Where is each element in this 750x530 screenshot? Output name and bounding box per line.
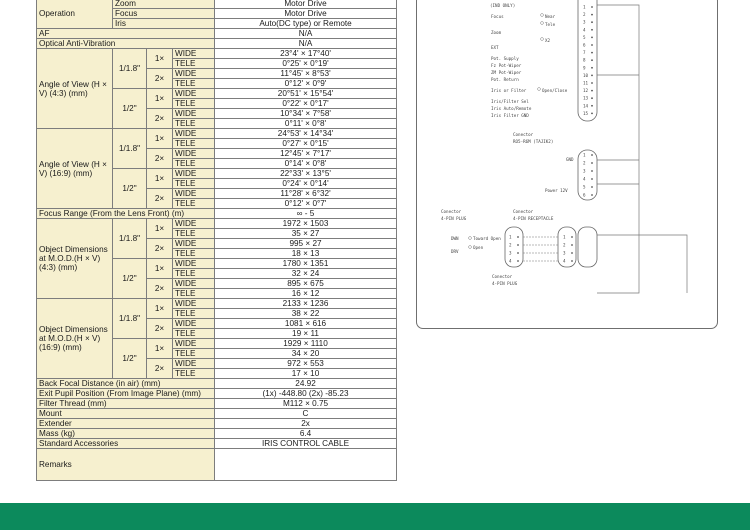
- remarks-value: [215, 449, 397, 481]
- open-switch: [469, 246, 472, 249]
- wiring-diagram: [416, 0, 718, 329]
- connector-plug-left: [505, 227, 523, 267]
- tele-label: TELE: [173, 269, 215, 279]
- pin-dot: [591, 154, 593, 156]
- pin-dot: [591, 97, 593, 99]
- aov169-value: 11°28' × 6°32': [215, 189, 397, 199]
- pins-top: [583, 5, 593, 116]
- od43-value: 35 × 27: [215, 229, 397, 239]
- pin-number: 13: [583, 95, 589, 101]
- od169-value: 34 × 20: [215, 349, 397, 359]
- aov169-value: 0°14' × 0°8': [215, 159, 397, 169]
- open-close-switch: [538, 88, 541, 91]
- conector-plug-text: Conector: [441, 209, 462, 214]
- pin-dot: [591, 170, 593, 172]
- zoom-text: Zoom: [491, 30, 502, 35]
- pot-supply-text: Pot. Supply: [491, 56, 519, 61]
- pin-number: 11: [583, 80, 589, 86]
- pin-number: 8: [583, 57, 586, 63]
- wide-label: WIDE: [173, 189, 215, 199]
- ext-label: 2×: [147, 149, 173, 169]
- format-label: 1/2": [113, 339, 147, 379]
- od169-value: 1081 × 616: [215, 319, 397, 329]
- filter-label: Filter Thread (mm): [37, 399, 215, 409]
- ovs-value: N/A: [215, 39, 397, 49]
- ext-label: 1×: [147, 259, 173, 279]
- wide-label: WIDE: [173, 49, 215, 59]
- pin-dot: [591, 162, 593, 164]
- wide-label: WIDE: [173, 339, 215, 349]
- tele-label: TELE: [173, 99, 215, 109]
- iris-label: Iris: [113, 19, 215, 29]
- od43-value: 995 × 27: [215, 239, 397, 249]
- od43-label: Object Dimensions at M.O.D.(H × V) (4:3) (mm): [37, 219, 113, 299]
- pin-plug-bottom-text: 4-PIN PLUG: [492, 281, 518, 286]
- ext-label: 2×: [147, 239, 173, 259]
- aov43-value: 0°25' × 0°19': [215, 59, 397, 69]
- wire-power: [597, 235, 687, 293]
- pin-number: 1: [583, 4, 586, 10]
- pin-dot: [591, 178, 593, 180]
- conector1-text: Conector: [513, 132, 534, 137]
- tele-label: TELE: [173, 289, 215, 299]
- tele-label: TELE: [173, 229, 215, 239]
- pin-dot: [571, 252, 573, 254]
- aov43-value: 20°51' × 15°54': [215, 89, 397, 99]
- accessories-label: Standard Accessories: [37, 439, 215, 449]
- pins-right: [563, 235, 573, 264]
- od169-label: Object Dimensions at M.O.D.(H × V) (16:9) (mm): [37, 299, 113, 379]
- pin-number: 4: [583, 27, 586, 33]
- pin-dot: [571, 260, 573, 262]
- aov43-value: 0°12' × 0°9': [215, 79, 397, 89]
- wide-label: WIDE: [173, 89, 215, 99]
- tele-switch: [541, 22, 544, 25]
- near-text: Near: [545, 14, 556, 19]
- ext-label: 1×: [147, 129, 173, 149]
- mass-value: 6.4: [215, 429, 397, 439]
- aov169-value: 22°33' × 13°5': [215, 169, 397, 179]
- od169-value: 19 × 11: [215, 329, 397, 339]
- od43-value: 895 × 675: [215, 279, 397, 289]
- ext-label: 1×: [147, 89, 173, 109]
- od43-value: 1780 × 1351: [215, 259, 397, 269]
- wide-label: WIDE: [173, 219, 215, 229]
- tele-label: TELE: [173, 309, 215, 319]
- wide-label: WIDE: [173, 169, 215, 179]
- pin-dot: [571, 244, 573, 246]
- af-label: AF: [37, 29, 215, 39]
- od43-value: 16 × 12: [215, 289, 397, 299]
- wide-label: WIDE: [173, 239, 215, 249]
- extender-label: Extender: [37, 419, 215, 429]
- ext-label: 1×: [147, 49, 173, 69]
- focus-range-label: Focus Range (From the Lens Front) (m): [37, 209, 215, 219]
- ext-label: 1×: [147, 219, 173, 239]
- od169-value: 1929 × 1110: [215, 339, 397, 349]
- open-close-text: Open/Close: [542, 88, 568, 93]
- od169-value: 2133 × 1236: [215, 299, 397, 309]
- format-label: 1/1.8": [113, 129, 147, 169]
- wide-label: WIDE: [173, 359, 215, 369]
- wide-label: WIDE: [173, 259, 215, 269]
- aov43-value: 0°22' × 0°17': [215, 99, 397, 109]
- connector-6pin: [578, 150, 597, 200]
- tele-label: TELE: [173, 329, 215, 339]
- aov169-value: 0°12' × 0°7': [215, 199, 397, 209]
- pin-dot: [591, 194, 593, 196]
- od169-value: 38 × 22: [215, 309, 397, 319]
- format-label: 1/2": [113, 89, 147, 129]
- tele-label: TELE: [173, 249, 215, 259]
- aov169-label: Angle of View (H × V) (16:9) (mm): [37, 129, 113, 209]
- tele-label: TELE: [173, 59, 215, 69]
- pin-number: 1: [509, 234, 512, 240]
- ext-label: 2×: [147, 359, 173, 379]
- accessories-value: IRIS CONTROL CABLE: [215, 439, 397, 449]
- pin-number: 6: [583, 42, 586, 48]
- pin-number: 5: [583, 34, 586, 40]
- operation-label: Operation: [37, 0, 113, 29]
- pin-number: 4: [563, 258, 566, 264]
- pin-number: 2: [583, 12, 586, 18]
- connector-receptacle: [558, 227, 576, 267]
- pin-dot: [517, 260, 519, 262]
- tele-label: TELE: [173, 139, 215, 149]
- pin-dot: [591, 37, 593, 39]
- tele-label: TELE: [173, 79, 215, 89]
- toward-open-text: Toward Open: [473, 236, 501, 241]
- wide-label: WIDE: [173, 319, 215, 329]
- pin-dot: [591, 59, 593, 61]
- x2-switch: [541, 38, 544, 41]
- pin-dot: [571, 236, 573, 238]
- x2-text: X2: [545, 38, 551, 43]
- format-label: 1/1.8": [113, 299, 147, 339]
- wiring-diagram-svg: [417, 0, 717, 328]
- wire-bus: [597, 5, 639, 293]
- pin-number: 3: [509, 250, 512, 256]
- conector-rec-text: Conector: [513, 209, 534, 214]
- pin-number: 7: [583, 50, 586, 56]
- pins-left: [509, 235, 519, 264]
- exit-pupil-label: Exit Pupil Position (From Image Plane) (mm): [37, 389, 215, 399]
- pin-dot: [517, 252, 519, 254]
- ext-label: 2×: [147, 109, 173, 129]
- mass-label: Mass (kg): [37, 429, 215, 439]
- wide-label: WIDE: [173, 129, 215, 139]
- aov43-value: 23°4' × 17°40': [215, 49, 397, 59]
- iris-auto-text: Iris Auto/Remote: [491, 106, 532, 111]
- iris-filter-sel-text: Iris/Filter Sel: [491, 99, 529, 104]
- pin-number: 4: [583, 176, 586, 182]
- ext-label: 2×: [147, 319, 173, 339]
- gnd-text: GND: [566, 157, 574, 162]
- aov43-value: 0°11' × 0°8': [215, 119, 397, 129]
- aov169-value: 0°27' × 0°15': [215, 139, 397, 149]
- near-switch: [541, 14, 544, 17]
- aov43-label: Angle of View (H × V) (4:3) (mm): [37, 49, 113, 129]
- wide-label: WIDE: [173, 299, 215, 309]
- iris-gnd-text: Iris Filter GND: [491, 113, 529, 118]
- ext-label: 1×: [147, 299, 173, 319]
- pin-number: 14: [583, 103, 589, 109]
- pin-plug-text: 4-PIN PLUG: [441, 216, 467, 221]
- bfd-label: Back Focal Distance (in air) (mm): [37, 379, 215, 389]
- zm-wiper-text: ZM Pot-Wiper: [491, 70, 522, 75]
- pins-mid: [583, 153, 593, 198]
- tele-text: Tele: [545, 22, 556, 27]
- pin-number: 2: [509, 242, 512, 248]
- ext-label: 1×: [147, 339, 173, 359]
- pin-dot: [591, 21, 593, 23]
- remarks-label: Remarks: [37, 449, 215, 481]
- wide-label: WIDE: [173, 279, 215, 289]
- aov43-value: 11°45' × 8°53': [215, 69, 397, 79]
- pin-dot: [591, 44, 593, 46]
- format-label: 1/2": [113, 259, 147, 299]
- connector-plug-right: [578, 227, 597, 267]
- pot-return-text: Pot. Return: [491, 77, 519, 82]
- extender-value: 2x: [215, 419, 397, 429]
- mount-value: C: [215, 409, 397, 419]
- wide-label: WIDE: [173, 109, 215, 119]
- ext-label: 2×: [147, 69, 173, 89]
- tele-label: TELE: [173, 369, 215, 379]
- wide-label: WIDE: [173, 69, 215, 79]
- tele-label: TELE: [173, 159, 215, 169]
- aov169-value: 12°45' × 7°17': [215, 149, 397, 159]
- ovs-label: Optical Anti-Vibration: [37, 39, 215, 49]
- pin-dot: [591, 52, 593, 54]
- format-label: 1/2": [113, 169, 147, 209]
- pin-number: 1: [563, 234, 566, 240]
- filter-value: M112 × 0.75: [215, 399, 397, 409]
- od43-value: 18 × 13: [215, 249, 397, 259]
- tele-label: TELE: [173, 199, 215, 209]
- pin-number: 15: [583, 110, 589, 116]
- tele-label: TELE: [173, 179, 215, 189]
- spec-table: [36, 0, 396, 476]
- od43-value: 1972 × 1503: [215, 219, 397, 229]
- pin-number: 10: [583, 72, 589, 78]
- focus-value: Motor Drive: [215, 9, 397, 19]
- drv-text: DRV: [451, 249, 459, 254]
- aov169-value: 24°53' × 14°34': [215, 129, 397, 139]
- pin-number: 3: [583, 168, 586, 174]
- format-label: 1/1.8": [113, 219, 147, 259]
- aov169-value: 0°24' × 0°14': [215, 179, 397, 189]
- pin-number: 6: [583, 192, 586, 198]
- ext-label: 2×: [147, 189, 173, 209]
- focus-range-value: ∞ - 5: [215, 209, 397, 219]
- pin-dot: [591, 186, 593, 188]
- pin-number: 12: [583, 88, 589, 94]
- hirose-text: RO5-R6M (TAJIK2): [513, 139, 554, 144]
- od43-value: 32 × 24: [215, 269, 397, 279]
- pin-number: 4: [509, 258, 512, 264]
- format-label: 1/1.8": [113, 49, 147, 89]
- footer-bar: [0, 503, 750, 530]
- zoom-value: Motor Drive: [215, 0, 397, 9]
- od169-value: 17 × 10: [215, 369, 397, 379]
- ext-label: 1×: [147, 169, 173, 189]
- tele-label: TELE: [173, 349, 215, 359]
- af-value: N/A: [215, 29, 397, 39]
- pin-number: 1: [583, 152, 586, 158]
- ind-only-text: (IND ONLY): [490, 3, 516, 8]
- wide-label: WIDE: [173, 149, 215, 159]
- fz-wiper-text: Fz Pot-Wiper: [491, 63, 522, 68]
- pin-dot: [591, 105, 593, 107]
- pin-receptacle-text: 4-PIN RECEPTACLE: [513, 216, 554, 221]
- exit-pupil-value: (1x) -448.80 (2x) -85.23: [215, 389, 397, 399]
- pin-dot: [517, 244, 519, 246]
- zoom-label: Zoom: [113, 0, 215, 9]
- wire-pins: [523, 237, 558, 261]
- pin-number: 2: [583, 160, 586, 166]
- iris-filter-text: Iris or Filter: [491, 88, 527, 93]
- open-text: Open: [473, 245, 484, 250]
- aov43-value: 10°34' × 7°58': [215, 109, 397, 119]
- mount-label: Mount: [37, 409, 215, 419]
- pin-dot: [591, 90, 593, 92]
- toward-open-switch: [469, 237, 472, 240]
- conector-bottom-text: Conector: [492, 274, 513, 279]
- pin-number: 3: [563, 250, 566, 256]
- tele-label: TELE: [173, 119, 215, 129]
- pin-number: 5: [583, 184, 586, 190]
- pin-dot: [591, 14, 593, 16]
- dwn-text: DWN: [451, 236, 459, 241]
- pin-dot: [591, 67, 593, 69]
- iris-value: Auto(DC type) or Remote: [215, 19, 397, 29]
- bfd-value: 24.92: [215, 379, 397, 389]
- ext-text: EXT: [491, 45, 499, 50]
- pin-number: 3: [583, 19, 586, 25]
- od169-value: 972 × 553: [215, 359, 397, 369]
- ext-label: 2×: [147, 279, 173, 299]
- pin-dot: [591, 6, 593, 8]
- pin-dot: [517, 236, 519, 238]
- focus-label: Focus: [113, 9, 215, 19]
- pin-dot: [591, 82, 593, 84]
- pin-dot: [591, 75, 593, 77]
- pin-number: 9: [583, 65, 586, 71]
- power-text: Power 12V: [545, 188, 568, 193]
- pin-number: 2: [563, 242, 566, 248]
- pin-dot: [591, 29, 593, 31]
- focus-text: Focus: [491, 14, 504, 19]
- pin-dot: [591, 113, 593, 115]
